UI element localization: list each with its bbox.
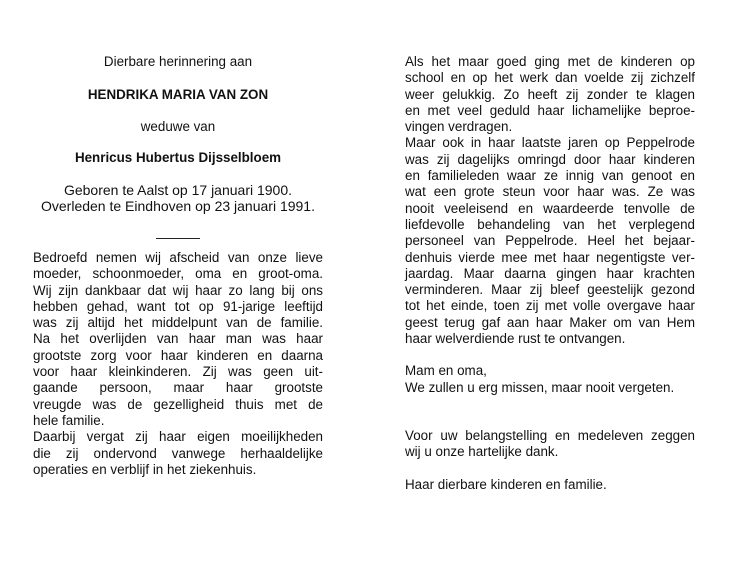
text-line: die zij ondervond vanwege herhaaldelijke — [33, 445, 323, 461]
text-line: was zij dagelijks omringd door haar kinderen — [405, 151, 695, 167]
text-line: operaties en verblijf in het ziekenhuis. — [33, 461, 257, 477]
text-line: wat een grote steun voor haar was. Ze was — [405, 184, 695, 200]
thanks-line: wij u onze hartelijke dank. — [405, 444, 559, 460]
text-line: voor haar kleinkinderen. Zij was geen uit- — [33, 364, 323, 380]
text-line: Wij zijn dankbaar dat wij haar zo lang bij ons — [33, 282, 323, 298]
left-column — [33, 250, 323, 478]
text-line: jaardag. Maar daarna gingen haar krachten — [405, 265, 695, 281]
text-line: gaande persoon, maar haar grootste — [33, 380, 323, 396]
text-line: grootste zorg voor haar kinderen en daarna — [33, 347, 323, 363]
text-line: geest terug gaf aan haar Maker om van Hem — [405, 314, 695, 330]
closing-farewell: We zullen u erg missen, maar nooit vergeten. — [405, 379, 675, 395]
birth-info: Geboren te Aalst op 17 januari 1900. — [63, 182, 293, 198]
text-line: personeel van Peppelrode. Heel het bejaar- — [405, 233, 695, 249]
text-line: vreugde was de gezelligheid thuis met de — [33, 396, 323, 412]
signature: Haar dierbare kinderen en familie. — [405, 476, 607, 492]
text-line: Maar ook in haar laatste jaren op Peppelrode — [405, 135, 695, 151]
text-line: en familieleden waar ze innig van genoot en — [405, 168, 695, 184]
text-line: haar welverdiende rust te ontvangen. — [405, 331, 626, 347]
widow-of-text: weduwe van — [140, 119, 216, 134]
text-line: moeder, schoonmoeder, oma en groot-oma. — [33, 266, 323, 282]
text-line: en met veel geduld haar lichamelijke beproe- — [405, 102, 695, 118]
intro-text: Dierbare herinnering aan — [103, 54, 253, 69]
deceased-name: HENDRIKA MARIA VAN ZON — [87, 87, 269, 102]
divider — [156, 238, 200, 239]
death-info: Overleden te Eindhoven op 23 januari 1991. — [41, 198, 315, 214]
closing-address: Mam en oma, — [405, 363, 487, 379]
text-line: was zij altijd het middelpunt van de familie. — [33, 315, 323, 331]
right-column — [405, 54, 695, 493]
text-line: liefdevolle behandeling van het verplegend — [405, 216, 695, 232]
text-line: hele familie. — [33, 412, 105, 428]
text-line: verminderen. Maar zij bleef geestelijk gezond — [405, 282, 695, 298]
text-line: Daarbij vergat zij haar eigen moeilijkheden — [33, 429, 323, 445]
text-line: hebben gehad, want tot op 91-jarige leeftijd — [33, 298, 323, 314]
text-line: school en op het werk dan voelde zij zichzelf — [405, 70, 695, 86]
text-line: tot het einde, toen zij met volle overgave haar — [405, 298, 695, 314]
text-line: vingen verdragen. — [405, 119, 513, 135]
text-line: weer gelukkig. Zo heeft zij zonder te klagen — [405, 86, 695, 102]
husband-name: Henricus Hubertus Dijsselbloem — [74, 150, 282, 165]
text-line: Na het overlijden van haar man was haar — [33, 331, 323, 347]
text-line: denhuis vierde mee met haar negentigste ver- — [405, 249, 695, 265]
paragraph — [33, 429, 323, 478]
text-line: Als het maar goed ging met de kinderen op — [405, 54, 695, 69]
paragraph — [33, 250, 323, 429]
text-line: nooit veeleisend en waardeerde tenvolle de — [405, 200, 695, 216]
paragraph — [405, 54, 695, 135]
thanks-line: Voor uw belangstelling en medeleven zeggen — [405, 427, 695, 443]
paragraph — [405, 135, 695, 347]
text-line: Bedroefd nemen wij afscheid van onze lieve — [33, 250, 323, 265]
